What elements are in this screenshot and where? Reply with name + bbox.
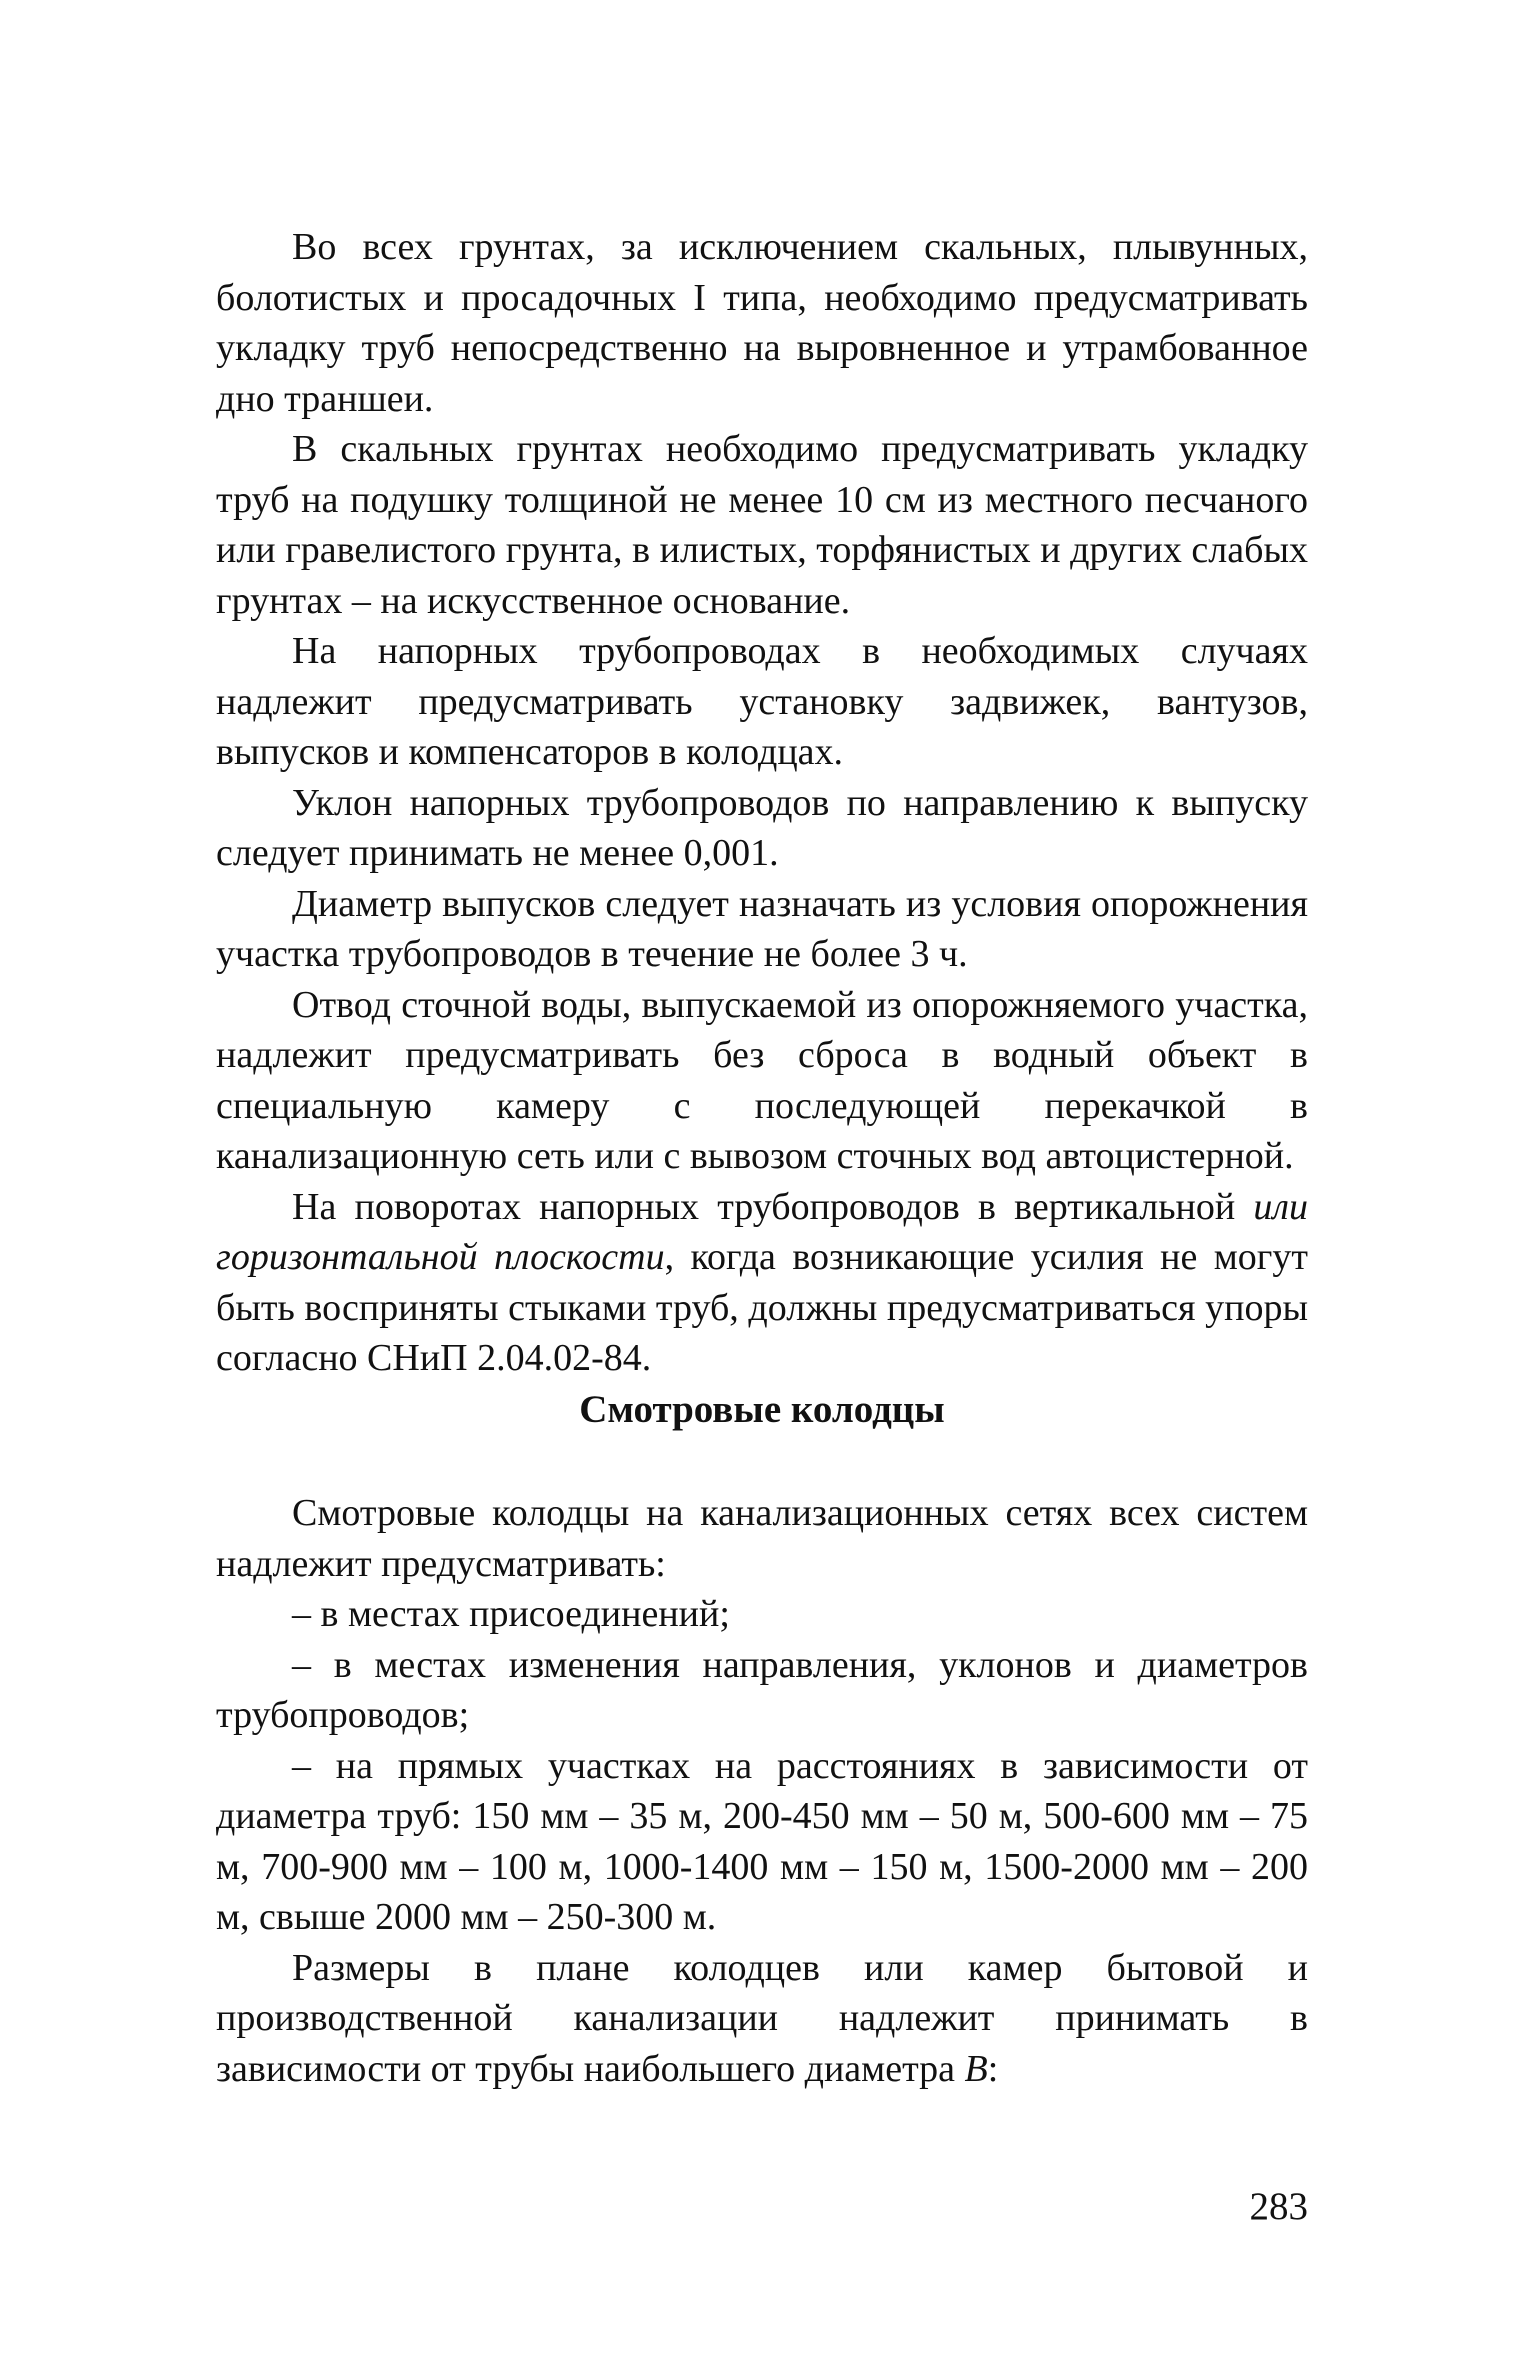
paragraph-thrust-blocks: [216, 1182, 1308, 1384]
paragraph-soil-laying: Во всех грунтах, за исключением скальных, плывунных, болотистых и просадочных I типа, необходимо предусматривать укладку труб непосредственно на выровненное и утрамбованное дно траншеи.: [216, 226, 1308, 420]
bottom-text-block: [216, 1488, 1308, 2094]
diameter-symbol: B: [964, 2047, 988, 2090]
paragraph-manholes-intro: Смотровые колодцы на канализационных сетях всех систем надлежит предусматривать:: [216, 1492, 1308, 1585]
paragraph-pressure-fittings: На напорных трубопроводах в необходимых случаях надлежит предусматривать установку задвижек, вантузов, выпусков и компенсаторов в колодцах.: [216, 630, 1308, 773]
paragraph-outlet-diameter: Диаметр выпусков следует назначать из условия опорожнения участка трубопроводов в течение не более 3 ч.: [216, 882, 1308, 975]
paragraph-rock-soils: В скальных грунтах необходимо предусматривать укладку труб на подушку толщиной не менее 10 см из местного песчаного или гравелистого грунта, в илистых, торфянистых и других слабых грунтах – на искусственное основание.: [216, 428, 1308, 622]
page-number: 283: [1249, 2185, 1308, 2228]
paragraph-slope: Уклон напорных трубопроводов по направлению к выпуску следует принимать не менее 0,001.: [216, 781, 1308, 874]
paragraph-chamber-sizes-end: :: [987, 2047, 999, 2090]
list-item-connections: – в местах присоединений;: [292, 1593, 730, 1635]
paragraph-thrust-blocks-start: На поворотах напорных трубопроводов в вертикальной: [292, 1185, 1254, 1228]
paragraph-thrust-blocks-italic: или горизонтальной плоскости: [216, 1185, 1308, 1278]
section-heading: Смотровые колодцы: [579, 1388, 945, 1431]
list-item-straight-sections: – на прямых участках на расстояниях в зависимости от диаметра труб: 150 мм – 35 м, 200-450 мм – 50 м, 500-600 мм – 75 м, 700-900 мм – 100 м, 1000-1400 мм – 150 м, 1500-2000 мм – 200 м, свыше 2000 мм – 250-300 м.: [216, 1744, 1308, 1938]
paragraph-chamber-sizes: [216, 1943, 1308, 2095]
paragraph-wastewater-discharge: Отвод сточной воды, выпускаемой из опорожняемого участка, надлежит предусматривать без сброса в водный объект в специальную камеру с последующей перекачкой в канализационную сеть или с вывозом сточных вод автоцистерной.: [216, 983, 1308, 1177]
paragraph-chamber-sizes-start: Размеры в плане колодцев или камер бытовой и производственной канализации надлежит принимать в зависимости от трубы наибольшего диаметра: [216, 1946, 1308, 2090]
list-item-direction-changes: – в местах изменения направления, уклонов и диаметров трубопроводов;: [216, 1643, 1308, 1736]
paragraph-thrust-blocks-end: , когда возникающие усилия не могут быть восприняты стыками труб, должны предусматриваться упоры согласно СНиП 2.04.02-84.: [216, 1236, 1308, 1379]
top-text-block: [216, 222, 1308, 1384]
